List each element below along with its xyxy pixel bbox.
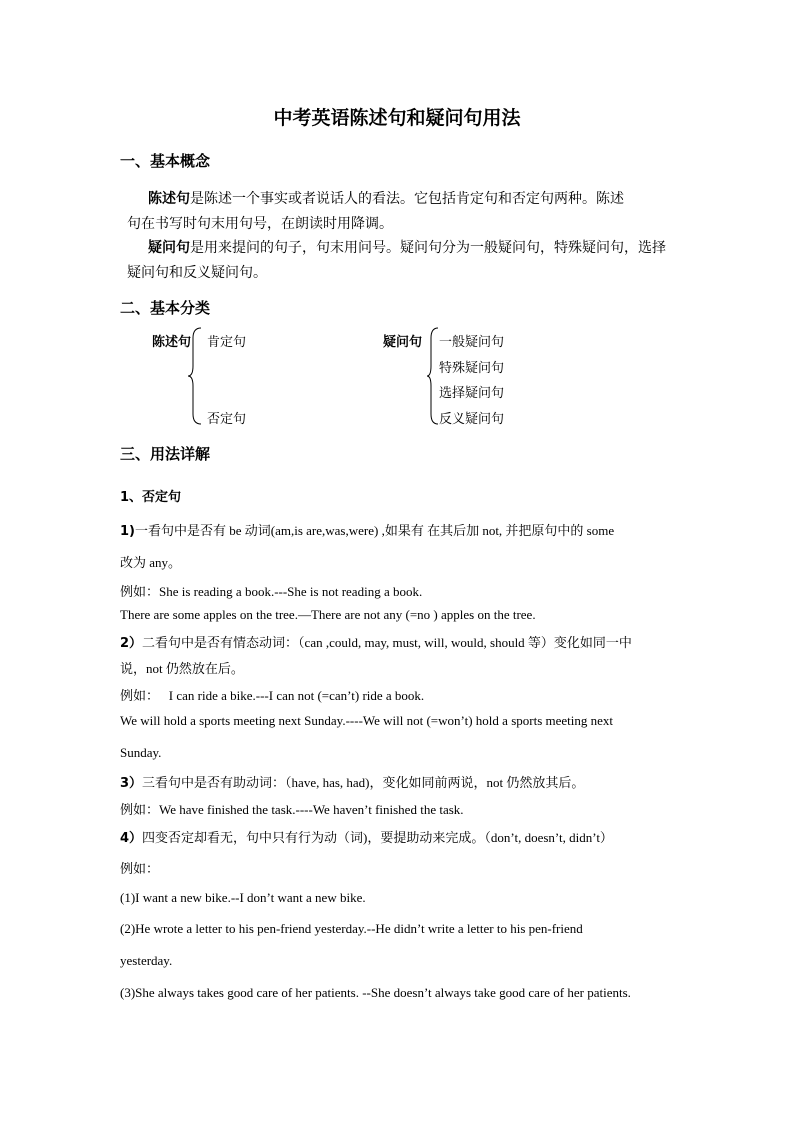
example-4-item: yesterday.: [120, 953, 173, 968]
rule-1-line2: 改为 any。: [120, 555, 182, 570]
example-label: 例如：: [120, 803, 160, 818]
tree-root-declarative: 陈述句: [152, 335, 192, 350]
subsection-negative-sentences: 1、否定句: [120, 490, 182, 505]
example-text: I can ride a bike.---I can not (=can’t) ride a book.: [159, 688, 425, 703]
rule-text: 二看句中是否有情态动词：（can ,could, may, must, will, would, should 等）变化如同一中: [142, 635, 632, 650]
tree-item-tag-question: 反义疑问句: [439, 412, 505, 427]
tree-item-special-question: 特殊疑问句: [439, 361, 505, 376]
example-1-line2: There are some apples on the tree.—There are not any (=no ) apples on the tree.: [120, 607, 536, 622]
example-1: [120, 581, 422, 600]
rule-2-line2: 说，not 仍然放在后。: [120, 661, 244, 676]
tree-item-affirmative: 肯定句: [207, 335, 247, 350]
example-3: [120, 799, 464, 818]
paragraph-declarative-line2: 句在书写时句末用句号，在朗读时用降调。: [127, 216, 393, 232]
example-4-label: 例如：: [120, 862, 160, 877]
term-declarative: 陈述句: [148, 191, 190, 207]
rule-2: [120, 632, 632, 651]
document-title: 中考英语陈述句和疑问句用法: [273, 107, 521, 129]
example-4-item: (1)I want a new bike.--I don’t want a new bike.: [120, 890, 366, 905]
tree-root-interrogative: 疑问句: [383, 335, 423, 350]
rule-text: 一看句中是否有 be 动词(am,is are,was,were) ,如果有 在其后加 not, 并把原句中的 some: [135, 523, 615, 538]
paragraph-interrogative-line2: 疑问句和反义疑问句。: [127, 265, 267, 281]
paragraph-text: 是用来提问的句子，句末用问号。疑问句分为一般疑问句，特殊疑问句，选择: [190, 240, 666, 256]
section-heading-classification: 二、基本分类: [120, 299, 211, 317]
example-2: [120, 685, 424, 704]
left-brace-icon: [187, 326, 203, 426]
right-brace-icon: [426, 326, 440, 426]
section-heading-basic-concepts: 一、基本概念: [120, 152, 211, 170]
example-2-line2: We will hold a sports meeting next Sunday.----We will not (=won’t) hold a sports meeting next: [120, 713, 614, 728]
example-4-item: (3)She always takes good care of her patients. --She doesn’t always take good care of her patients.: [120, 985, 631, 1000]
example-text: She is reading a book.---She is not reading a book.: [159, 584, 423, 599]
example-4-item: (2)He wrote a letter to his pen-friend yesterday.--He didn’t write a letter to his pen-friend: [120, 921, 583, 936]
rule-number: 3）: [120, 776, 143, 791]
rule-4: [120, 827, 613, 846]
example-text: We have finished the task.----We haven’t finished the task.: [159, 802, 464, 817]
paragraph-text: 是陈述一个事实或者说话人的看法。它包括肯定句和否定句两种。陈述: [190, 191, 624, 207]
rule-number: 2）: [120, 636, 143, 651]
example-2-line3: Sunday.: [120, 745, 162, 760]
example-label: 例如：: [120, 689, 160, 704]
rule-number: 4）: [120, 831, 143, 846]
tree-item-negative: 否定句: [207, 412, 247, 427]
tree-item-general-question: 一般疑问句: [439, 335, 505, 350]
rule-text: 四变否定却看无，句中只有行为动（词)，要提助动来完成。（don’t, doesn’t, didn’t）: [142, 830, 613, 845]
paragraph-interrogative: [148, 237, 666, 257]
section-heading-usage: 三、用法详解: [120, 445, 211, 463]
rule-text: 三看句中是否有助动词：（have, has, had)，变化如同前两说，not 仍然放其后。: [142, 775, 585, 790]
rule-1: [120, 520, 614, 539]
paragraph-declarative: [148, 188, 624, 208]
term-interrogative: 疑问句: [148, 240, 190, 256]
tree-item-alternative-question: 选择疑问句: [439, 386, 505, 401]
rule-number: 1): [120, 524, 135, 539]
rule-3: [120, 772, 584, 791]
example-label: 例如：: [120, 585, 160, 600]
